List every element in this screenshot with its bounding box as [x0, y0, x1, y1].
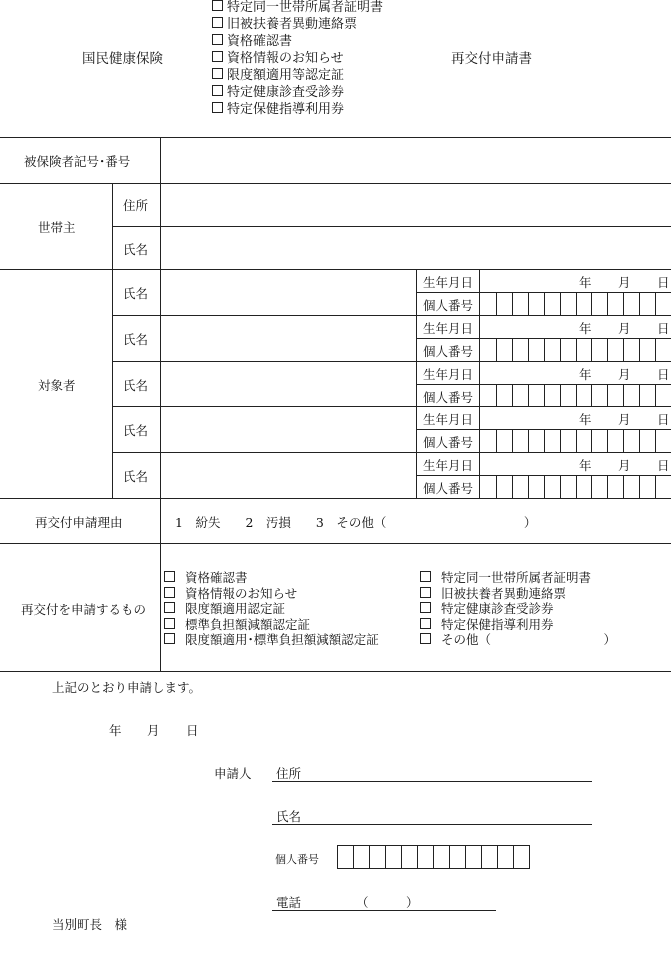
householder-name-field[interactable] — [161, 227, 670, 268]
personal-number-field[interactable] — [480, 293, 670, 314]
form-category-title: 国民健康保険 — [82, 51, 163, 67]
reissue-item-label: 特定同一世帯所属者証明書 — [441, 570, 592, 585]
reissue-item[interactable] — [164, 586, 379, 602]
reissue-item-label: 旧被扶養者異動連絡票 — [441, 585, 567, 601]
applicant-phone-line[interactable] — [272, 910, 496, 911]
certificate-option[interactable] — [212, 16, 383, 33]
birthdate-label: 生年月日 — [423, 366, 474, 382]
insured-number-field[interactable] — [161, 138, 670, 182]
applicant-address-line[interactable] — [272, 781, 592, 782]
reissue-item[interactable] — [164, 632, 379, 648]
reissue-item-label: 限度額適用認定証 — [185, 601, 286, 616]
subject-name-field[interactable] — [161, 270, 415, 314]
reissue-item-label: 資格情報のお知らせ — [185, 585, 298, 601]
birthdate-day: 日 — [657, 412, 670, 428]
householder-label: 世帯主 — [38, 220, 76, 235]
checkbox-icon[interactable] — [420, 618, 431, 629]
reissue-item[interactable] — [420, 601, 616, 617]
reissue-items-left — [164, 570, 379, 648]
date-day-label: 日 — [186, 723, 199, 738]
reissue-item-label: 資格確認書 — [185, 570, 248, 585]
personal-number-field[interactable] — [480, 476, 670, 497]
reissue-item[interactable] — [164, 601, 379, 617]
row-divider — [0, 543, 671, 544]
subject-name-field[interactable] — [161, 362, 415, 406]
personal-number-label: 個人番号 — [423, 297, 474, 313]
certificate-option-label: 特定保健指導利用券 — [227, 102, 345, 117]
certificate-option[interactable] — [212, 0, 383, 16]
checkbox-icon[interactable] — [164, 602, 175, 613]
certificate-option[interactable] — [212, 101, 383, 118]
reissue-item-label: 限度額適用･標準負担額減額認定証 — [185, 632, 379, 647]
reason-options[interactable]: 1 紛失 2 汚損 3 その他（ ） — [175, 515, 537, 530]
personal-number-field[interactable] — [480, 430, 670, 451]
birthdate-label: 生年月日 — [423, 320, 474, 336]
date-year-label: 年 — [109, 723, 122, 738]
subject-name-label: 氏名 — [123, 469, 149, 485]
applicant-address-label: 住所 — [276, 766, 302, 781]
reissue-item[interactable] — [420, 570, 616, 586]
householder-name-label: 氏名 — [123, 242, 149, 257]
certificate-option[interactable] — [212, 33, 383, 50]
applicant-name-line[interactable] — [272, 824, 592, 825]
checkbox-icon[interactable] — [420, 602, 431, 613]
birthdate-year: 年 — [579, 458, 592, 474]
col-divider — [112, 183, 113, 498]
subject-name-label: 氏名 — [123, 285, 149, 301]
reissue-item[interactable] — [164, 570, 379, 586]
certificate-option-label: 資格情報のお知らせ — [227, 51, 344, 66]
personal-number-field[interactable] — [480, 385, 670, 406]
checkbox-icon[interactable] — [212, 102, 223, 113]
certificate-type-list — [212, 0, 383, 118]
applicant-phone-label: 電話 — [276, 895, 302, 910]
reissue-items-right — [420, 570, 616, 648]
checkbox-icon[interactable] — [212, 68, 223, 79]
applicant-personal-number-label: 個人番号 — [275, 853, 319, 866]
certificate-option-label: 特定同一世帯所属者証明書 — [227, 0, 384, 15]
checkbox-icon[interactable] — [420, 587, 431, 598]
personal-number-label: 個人番号 — [423, 343, 474, 359]
subject-name-label: 氏名 — [123, 423, 149, 439]
checkbox-icon[interactable] — [164, 618, 175, 629]
householder-address-label: 住所 — [123, 198, 149, 213]
insured-number-label: 被保険者記号･番号 — [24, 154, 131, 169]
householder-address-field[interactable] — [161, 184, 670, 225]
reason-label: 再交付申請理由 — [35, 515, 123, 530]
reissue-item-label: その他（ ） — [441, 632, 617, 647]
applicant-phone-paren: （ ） — [356, 895, 419, 910]
checkbox-icon[interactable] — [164, 587, 175, 598]
certificate-option-label: 資格確認書 — [227, 34, 293, 49]
birthdate-year: 年 — [579, 275, 592, 290]
subject-name-label: 氏名 — [123, 331, 149, 347]
certificate-option[interactable] — [212, 67, 383, 84]
certificate-option[interactable] — [212, 50, 383, 67]
reissue-item[interactable] — [420, 617, 616, 633]
birthdate-month: 月 — [618, 412, 631, 428]
birthdate-year: 年 — [579, 320, 592, 336]
col-divider — [160, 498, 161, 671]
application-statement: 上記のとおり申請します。 — [52, 680, 202, 695]
birthdate-label: 生年月日 — [423, 275, 474, 290]
reissue-items-label: 再交付を申請するもの — [21, 602, 147, 617]
checkbox-icon[interactable] — [164, 571, 175, 582]
subject-name-field[interactable] — [161, 407, 415, 451]
checkbox-icon[interactable] — [212, 34, 223, 45]
reissue-item-label: 標準負担額減額認定証 — [185, 616, 311, 632]
reissue-item[interactable] — [164, 617, 379, 633]
addressee: 当別町長 様 — [52, 917, 128, 932]
birthdate-day: 日 — [657, 320, 670, 336]
birthdate-month: 月 — [618, 366, 631, 382]
reissue-item-label: 特定保健指導利用券 — [441, 616, 554, 632]
personal-number-label: 個人番号 — [423, 389, 474, 405]
birthdate-month: 月 — [618, 320, 631, 336]
birthdate-day: 日 — [657, 458, 670, 474]
reissue-item[interactable] — [420, 586, 616, 602]
personal-number-label: 個人番号 — [423, 435, 474, 451]
certificate-option-label: 旧被扶養者異動連絡票 — [227, 17, 358, 32]
checkbox-icon[interactable] — [212, 51, 223, 62]
personal-number-field[interactable] — [480, 339, 670, 360]
birthdate-month: 月 — [618, 458, 631, 474]
row-divider — [0, 671, 671, 672]
subject-name-field[interactable] — [161, 316, 415, 360]
checkbox-icon[interactable] — [420, 571, 431, 582]
date-month-label: 月 — [147, 723, 160, 738]
certificate-option[interactable] — [212, 84, 383, 101]
reissue-item-label: 特定健康診査受診券 — [441, 601, 554, 616]
reissue-item[interactable] — [420, 632, 616, 648]
applicant-label: 申請人 — [214, 766, 252, 781]
birthdate-month: 月 — [618, 275, 631, 290]
row-divider — [0, 498, 671, 499]
form-title: 再交付申請書 — [451, 51, 532, 67]
birthdate-day: 日 — [657, 275, 670, 290]
birthdate-year: 年 — [579, 366, 592, 382]
certificate-option-label: 限度額適用等認定証 — [227, 68, 345, 83]
personal-number-label: 個人番号 — [423, 481, 474, 497]
subject-label: 対象者 — [38, 378, 76, 393]
subject-name-label: 氏名 — [123, 377, 149, 393]
birthdate-day: 日 — [657, 366, 670, 382]
subject-name-field[interactable] — [161, 453, 415, 497]
checkbox-icon[interactable] — [420, 633, 431, 644]
checkbox-icon[interactable] — [212, 85, 223, 96]
certificate-option-label: 特定健康診査受診券 — [227, 85, 345, 100]
applicant-personal-number-boxes[interactable] — [337, 845, 530, 869]
birthdate-label: 生年月日 — [423, 458, 474, 474]
birthdate-label: 生年月日 — [423, 412, 474, 428]
checkbox-icon[interactable] — [164, 633, 175, 644]
checkbox-icon[interactable] — [212, 0, 223, 11]
birthdate-year: 年 — [579, 412, 592, 428]
checkbox-icon[interactable] — [212, 17, 223, 28]
applicant-name-label: 氏名 — [276, 809, 302, 824]
